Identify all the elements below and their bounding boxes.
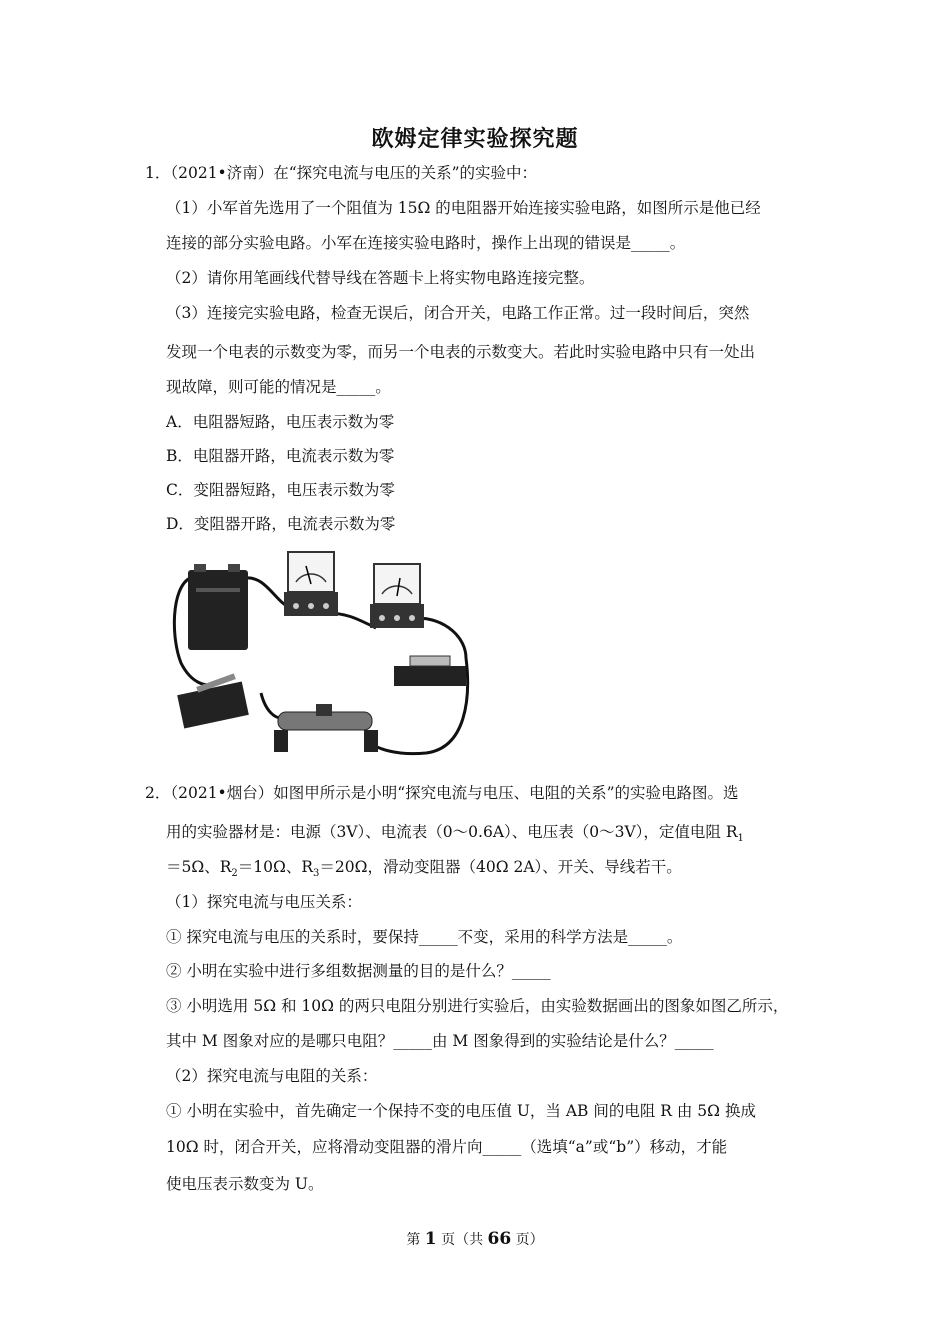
- page-footer: 第 1 页（共 66 页）: [406, 1229, 544, 1249]
- page-number: 1: [424, 1229, 437, 1249]
- q1-option-b: B．电阻器开路，电流表示数为零: [166, 447, 395, 465]
- q2-part1-item3-line2: 其中 M 图象对应的是哪只电阻？_____由 M 图象得到的实验结论是什么？_____: [166, 1032, 714, 1050]
- ammeter: [288, 552, 334, 592]
- q2-line2: 用的实验器材是：电源（3V）、电流表（0～0.6A）、电压表（0～3V），定值电阻 $R_1$: [166, 823, 744, 844]
- q1-stem: 1．（2021•济南）在“探究电流与电压的关系”的实验中：: [145, 164, 538, 182]
- q1-part3-line1: （3）连接完实验电路，检查无误后，闭合开关，电路工作正常。过一段时间后，突然: [166, 304, 750, 322]
- battery: [188, 570, 248, 650]
- q1-option-c: C．变阻器短路，电压表示数为零: [166, 481, 395, 499]
- q2-part1: （1）探究电流与电压关系：: [166, 893, 362, 911]
- q1-option-a: A．电阻器短路，电压表示数为零: [166, 413, 395, 431]
- q1-part1-line2: 连接的部分实验电路。小军在连接实验电路时，操作上出现的错误是_____。: [166, 234, 686, 252]
- q2-line3: ＝5Ω、$R_2=10\Omega$、$R_3=20\Omega$，滑动变阻器（40Ω 2A）、开关、导线若干。: [166, 858, 682, 879]
- fixed-resistor: [394, 666, 466, 686]
- q1-option-d: D．变阻器开路，电流表示数为零: [166, 515, 396, 533]
- q2-part1-item1: ① 探究电流与电压的关系时，要保持_____不变，采用的科学方法是_____。: [166, 928, 683, 946]
- q2-part1-item2: ② 小明在实验中进行多组数据测量的目的是什么？_____: [166, 962, 551, 980]
- q1-part3-line3: 现故障，则可能的情况是_____。: [166, 378, 391, 396]
- circuit-photo: [166, 548, 478, 758]
- wire-switch-rheostat: [261, 693, 281, 718]
- page-total: 66: [487, 1229, 512, 1249]
- q2-part2-item1-line3: 使电压表示数变为 U。: [166, 1175, 324, 1193]
- voltmeter: [374, 564, 420, 604]
- q1-part3-line2: 发现一个电表的示数变为零，而另一个电表的示数变大。若此时实验电路中只有一处出: [166, 343, 756, 361]
- q1-part1-line1: （1）小军首先选用了一个阻值为 15Ω 的电阻器开始连接实验电路，如图所示是他已经: [166, 199, 761, 217]
- q2-part2: （2）探究电流与电阻的关系：: [166, 1067, 378, 1085]
- q2-part1-item3-line1: ③ 小明选用 5Ω 和 10Ω 的两只电阻分别进行实验后，由实验数据画出的图象如图乙所示，: [166, 997, 789, 1015]
- switch: [177, 682, 249, 729]
- q2-part2-item1-line2: 10Ω 时，闭合开关，应将滑动变阻器的滑片向_____（选填“a”或“b”）移动，才能: [166, 1138, 728, 1156]
- q2-part2-item1-line1: ① 小明在实验中，首先确定一个保持不变的电压值 U，当 AB 间的电阻 R 由 5Ω 换成: [166, 1102, 756, 1120]
- q1-part2: （2）请你用笔画线代替导线在答题卡上将实物电路连接完整。: [166, 269, 595, 287]
- q2-stem: 2．（2021•烟台）如图甲所示是小明“探究电流与电压、电阻的关系”的实验电路图。选: [145, 784, 739, 802]
- page-title: 欧姆定律实验探究题: [371, 126, 579, 152]
